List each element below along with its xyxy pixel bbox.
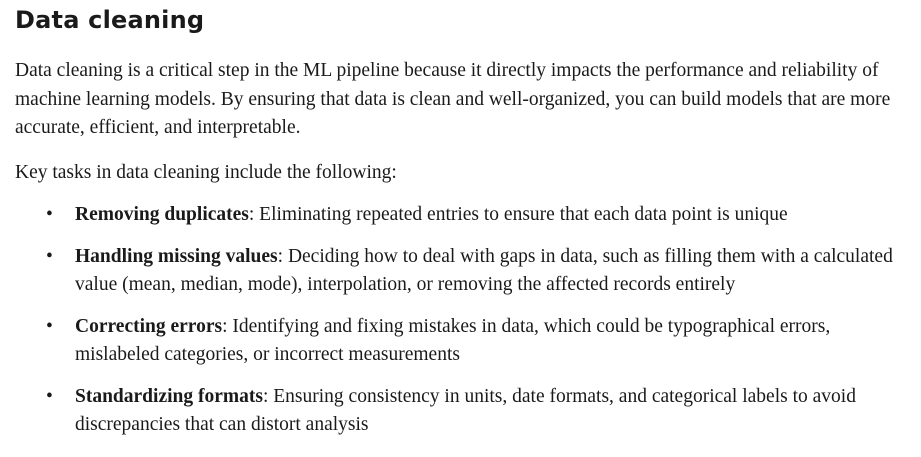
list-item-term: Standardizing formats — [75, 385, 263, 407]
intro-paragraph: Data cleaning is a critical step in the ML pipeline because it directly impacts the performance and reliability of machine learning models. By ensuring that data is clean and well-organized, you can build models that are more accurate, efficient, and interpretable. — [15, 60, 891, 138]
bullet-icon: • — [46, 385, 53, 407]
bullet-icon: • — [46, 204, 53, 225]
list-item-term: Handling missing values — [75, 245, 278, 267]
list-item — [15, 201, 909, 230]
list-item-description: : Deciding how to deal with gaps in data, such as filling them with a calculated value (mean, median, mode), interpolation, or removing the affected records entirely — [75, 245, 893, 295]
bullet-icon: • — [46, 245, 53, 267]
list-item — [15, 243, 909, 300]
lead-paragraph: Key tasks in data cleaning include the following: — [15, 161, 397, 183]
section-title: Data cleaning — [15, 6, 205, 34]
list-item-term: Removing duplicates — [75, 204, 249, 225]
task-list — [15, 201, 909, 440]
list-item-description: : Identifying and fixing mistakes in data, which could be typographical errors, mislabeled categories, or incorrect measurements — [75, 315, 831, 365]
list-item — [15, 383, 909, 440]
document-page — [15, 0, 909, 453]
list-item — [15, 313, 909, 370]
bullet-icon: • — [46, 315, 53, 337]
list-item-description: : Eliminating repeated entries to ensure that each data point is unique — [248, 204, 788, 225]
list-item-description: : Ensuring consistency in units, date formats, and categorical labels to avoid discrepancies that can distort analysis — [75, 385, 856, 435]
list-item-term: Correcting errors — [75, 315, 223, 337]
